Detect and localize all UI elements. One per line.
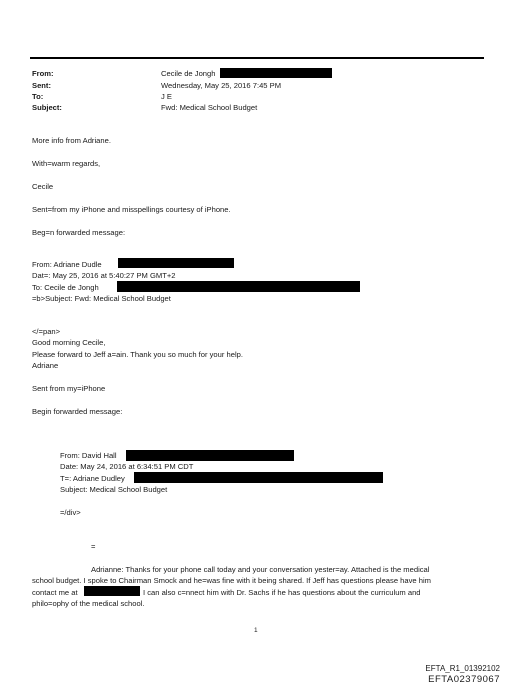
body-line: =/div> [60, 508, 81, 517]
body-line: Adriane [32, 361, 59, 370]
fwd2-date: Date: May 24, 2016 at 6:34:51 PM CDT [60, 462, 194, 471]
letter-line: school budget. I spoke to Chairman Smock and he=was fine with it being shared. If Jeff has questions please have him [32, 576, 431, 585]
body-line: Please forward to Jeff a=ain. Thank you so much for your help. [32, 350, 243, 359]
footer-id-primary: EFTA_R1_01392102 [425, 664, 500, 673]
body-line: Cecile [32, 182, 54, 191]
fwd1-date: Dat=: May 25, 2016 at 5:40:27 PM GMT+2 [32, 271, 176, 280]
body-line: </=pan> [32, 327, 61, 336]
fwd1-from: From: Adriane Dudle [32, 260, 102, 269]
to-label: To: [32, 92, 44, 101]
subject-value: Fwd: Medical School Budget [161, 103, 258, 112]
redaction-block [134, 472, 383, 483]
header-rule [30, 57, 484, 59]
body-line: Sent from my=iPhone [32, 384, 106, 393]
page-number: 1 [254, 627, 258, 634]
redaction-block [126, 450, 294, 461]
sent-label: Sent: [32, 81, 51, 90]
body-line: Sent=from my iPhone and misspellings courtesy of iPhone. [32, 205, 231, 214]
redaction-block [220, 68, 332, 78]
fwd1-to: To: Cecile de Jongh [32, 283, 99, 292]
body-line: More info from Adriane. [32, 136, 111, 145]
fwd1-subject: =b>Subject: Fwd: Medical School Budget [32, 294, 171, 303]
fwd2-subject: Subject: Medical School Budget [60, 485, 168, 494]
from-label: From: [32, 69, 54, 78]
fwd2-from: From: David Hall [60, 451, 117, 460]
redaction-block [117, 281, 360, 292]
body-line: Beg=n forwarded message: [32, 228, 126, 237]
letter-line: philo=ophy of the medical school. [32, 599, 145, 608]
body-line: Good morning Cecile, [32, 338, 106, 347]
sent-value: Wednesday, May 25, 2016 7:45 PM [161, 81, 282, 90]
body-line: Begin forwarded message: [32, 407, 123, 416]
letter-line: contact me at [32, 588, 78, 597]
to-value: J E [161, 92, 172, 101]
fwd2-to: T=: Adriane Dudley [60, 474, 125, 483]
letter-line: Adrianne: Thanks for your phone call today and your conversation yester=ay. Attached is the medical [91, 565, 430, 574]
redaction-block [118, 258, 234, 268]
footer-id-secondary: EFTA02379067 [428, 674, 500, 685]
body-line: = [91, 542, 96, 551]
from-value: Cecile de Jongh [161, 69, 216, 78]
subject-label: Subject: [32, 103, 62, 112]
letter-line: I can also c=nnect him with Dr. Sachs if he has questions about the curriculum and [143, 588, 421, 597]
body-line: With=warm regards, [32, 159, 101, 168]
redaction-block [84, 586, 140, 596]
